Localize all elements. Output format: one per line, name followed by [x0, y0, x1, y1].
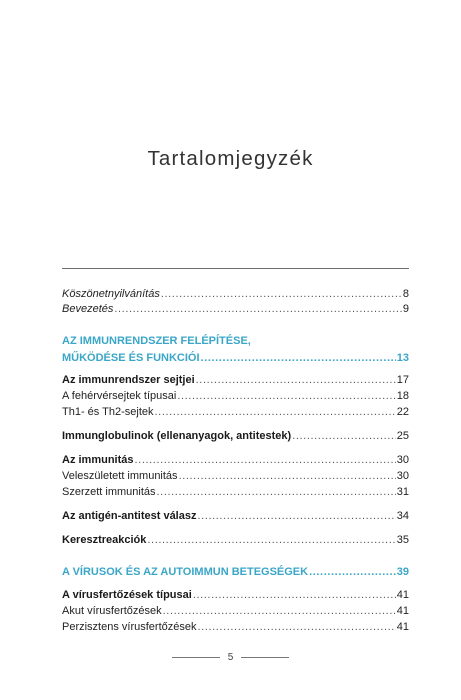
dot-leader: [292, 429, 396, 443]
toc-entry-page: 22: [396, 406, 409, 418]
toc-entry-page: 41: [396, 621, 409, 633]
dot-leader: [157, 485, 396, 499]
toc-entry-page: 8: [402, 288, 409, 300]
toc-entry-page: 41: [396, 589, 409, 601]
toc-entry-page: 34: [396, 510, 409, 522]
toc-section-label: MŰKÖDÉSE ÉS FUNKCIÓI: [62, 352, 200, 364]
page-number: 5: [227, 652, 234, 663]
dot-leader: [309, 565, 396, 579]
toc-entry-page: 31: [396, 486, 409, 498]
toc-entry-label: A vírusfertőzések típusai: [62, 589, 192, 601]
toc-entry-label: Az antigén-antitest válasz: [62, 510, 197, 522]
toc-entry-label: Köszönetnyilvánítás: [62, 288, 160, 300]
dot-leader: [161, 287, 402, 301]
dot-leader: [179, 469, 396, 483]
dot-leader: [177, 389, 395, 403]
toc-entry-page: 41: [396, 605, 409, 617]
toc-section-page: 39: [396, 566, 409, 578]
toc-entry-innate-immunity[interactable]: [62, 469, 409, 483]
toc-entry-introduction[interactable]: [62, 302, 409, 316]
toc-entry-cross-reactions[interactable]: [62, 533, 409, 547]
toc-entry-page: 30: [396, 454, 409, 466]
toc-entry-label: Az immunitás: [62, 454, 134, 466]
toc-entry-persistent-infections[interactable]: [62, 620, 409, 634]
toc-entry-immunity[interactable]: [62, 453, 409, 467]
toc-entry-antigen-antibody[interactable]: [62, 509, 409, 523]
footer-rule-left: [172, 657, 220, 658]
footer-rule-right: [241, 657, 289, 658]
toc-entry-label: Akut vírusfertőzések: [62, 605, 162, 617]
toc-section-page: 13: [396, 352, 409, 364]
toc-entry-page: 35: [396, 534, 409, 546]
toc-entry-label: Th1- és Th2-sejtek: [62, 406, 154, 418]
toc-entry-label: Perzisztens vírusfertőzések: [62, 621, 197, 633]
toc-entry-immune-cells[interactable]: [62, 373, 409, 387]
toc-entry-white-blood-cells[interactable]: [62, 389, 409, 403]
toc-entry-label: Immunglobulinok (ellenanyagok, antitestek): [62, 430, 292, 442]
toc-entry-label: Szerzett immunitás: [62, 486, 156, 498]
toc-entry-page: 9: [402, 303, 409, 315]
toc-entry-acute-infections[interactable]: [62, 604, 409, 618]
toc-entry-label: Veleszületett immunitás: [62, 470, 178, 482]
dot-leader: [193, 588, 396, 602]
dot-leader: [155, 405, 396, 419]
toc-entry-page: 17: [396, 374, 409, 386]
toc-entry-label: Keresztreakciók: [62, 534, 147, 546]
section-heading-line1: AZ IMMUNRENDSZER FELÉPÍTÉSE,: [62, 335, 251, 347]
dot-leader: [135, 453, 396, 467]
toc-section-viruses-autoimmune[interactable]: [62, 565, 409, 579]
page-footer: [0, 652, 461, 663]
dot-leader: [198, 620, 396, 634]
toc-entry-label: Az immunrendszer sejtjei: [62, 374, 195, 386]
toc-entry-label: Bevezetés: [62, 303, 114, 315]
dot-leader: [163, 604, 396, 618]
toc-entry-virus-infection-types[interactable]: [62, 588, 409, 602]
title-divider: [62, 268, 409, 269]
toc-entry-acquired-immunity[interactable]: [62, 485, 409, 499]
toc-entry-immunoglobulins[interactable]: [62, 429, 409, 443]
toc-entry-acknowledgements[interactable]: [62, 287, 409, 301]
toc-entry-th-cells[interactable]: [62, 405, 409, 419]
dot-leader: [114, 302, 402, 316]
dot-leader: [196, 373, 396, 387]
dot-leader: [197, 509, 395, 523]
toc-section-label: A VÍRUSOK ÉS AZ AUTOIMMUN BETEGSÉGEK: [62, 566, 309, 578]
toc-entry-page: 18: [396, 390, 409, 402]
toc-section-immune-system[interactable]: [62, 351, 409, 365]
page-title: Tartalomjegyzék: [147, 147, 314, 170]
toc-entry-page: 25: [396, 430, 409, 442]
dot-leader: [147, 533, 395, 547]
dot-leader: [201, 351, 396, 365]
toc-entry-page: 30: [396, 470, 409, 482]
toc-entry-label: A fehérvérsejtek típusai: [62, 390, 177, 402]
